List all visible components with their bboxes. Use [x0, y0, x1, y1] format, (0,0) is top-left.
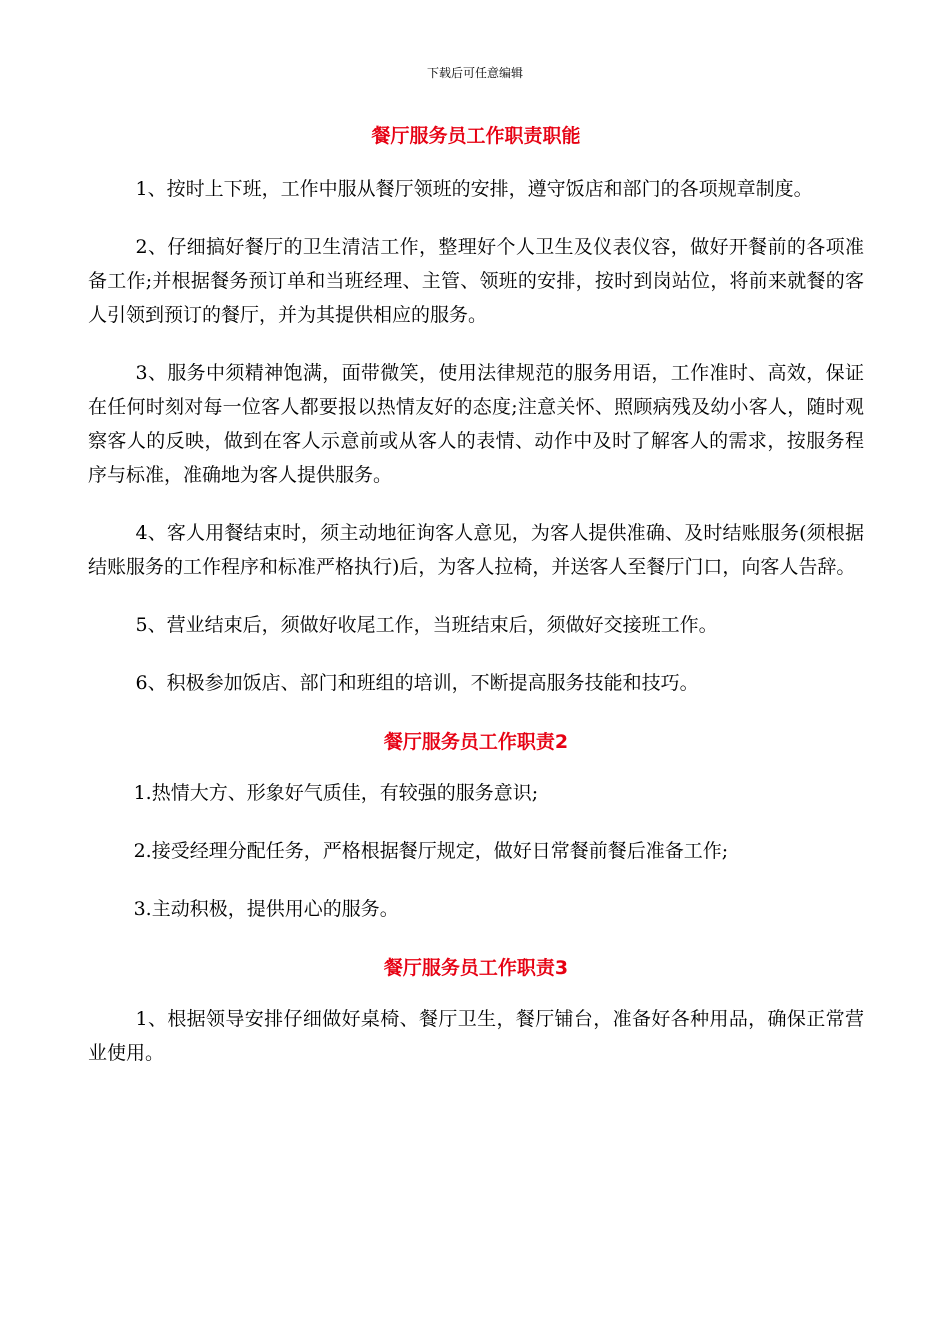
section-title-2: 餐厅服务员工作职责2	[383, 731, 569, 753]
paragraph: 5、营业结束后，须做好收尾工作，当班结束后，须做好交接班工作。	[135, 614, 718, 636]
document-body	[88, 118, 864, 1094]
paragraph: 4、客人用餐结束时，须主动地征询客人意见，为客人提供准确、及时结账服务(须根据结账服务的工作程序和标准严格执行)后，为客人拉椅，并送客人至餐厅门口，向客人告辞。	[88, 522, 864, 578]
section-title-3: 餐厅服务员工作职责3	[383, 957, 569, 979]
paragraph: 1、按时上下班，工作中服从餐厅领班的安排，遵守饭店和部门的各项规章制度。	[135, 178, 813, 200]
paragraph: 1.热情大方、形象好气质佳，有较强的服务意识;	[133, 782, 539, 804]
paragraph: 3、服务中须精神饱满，面带微笑，使用法律规范的服务用语，工作准时、高效，保证在任何时刻对每一位客人都要报以热情友好的态度;注意关怀、照顾病残及幼小客人，随时观察客人的反映，做到在客人示意前或从客人的表情、动作中及时了解客人的需求，按服务程序与标准，准确地为客人提供服务。	[88, 362, 864, 486]
paragraph: 2.接受经理分配任务，严格根据餐厅规定，做好日常餐前餐后准备工作;	[133, 840, 729, 862]
paragraph: 6、积极参加饭店、部门和班组的培训，不断提高服务技能和技巧。	[135, 672, 699, 694]
paragraph: 3.主动积极，提供用心的服务。	[133, 898, 399, 920]
paragraph: 2、仔细搞好餐厅的卫生清洁工作，整理好个人卫生及仪表仪容，做好开餐前的各项准备工作;并根据餐务预订单和当班经理、主管、领班的安排，按时到岗站位，将前来就餐的客人引领到预订的餐厅，并为其提供相应的服务。	[88, 236, 864, 326]
paragraph: 1、根据领导安排仔细做好桌椅、餐厅卫生，餐厅铺台，准备好各种用品，确保正常营业使用。	[88, 1008, 864, 1064]
header-note: 下载后可任意编辑	[426, 66, 523, 80]
section-title-1: 餐厅服务员工作职责职能	[371, 125, 581, 147]
